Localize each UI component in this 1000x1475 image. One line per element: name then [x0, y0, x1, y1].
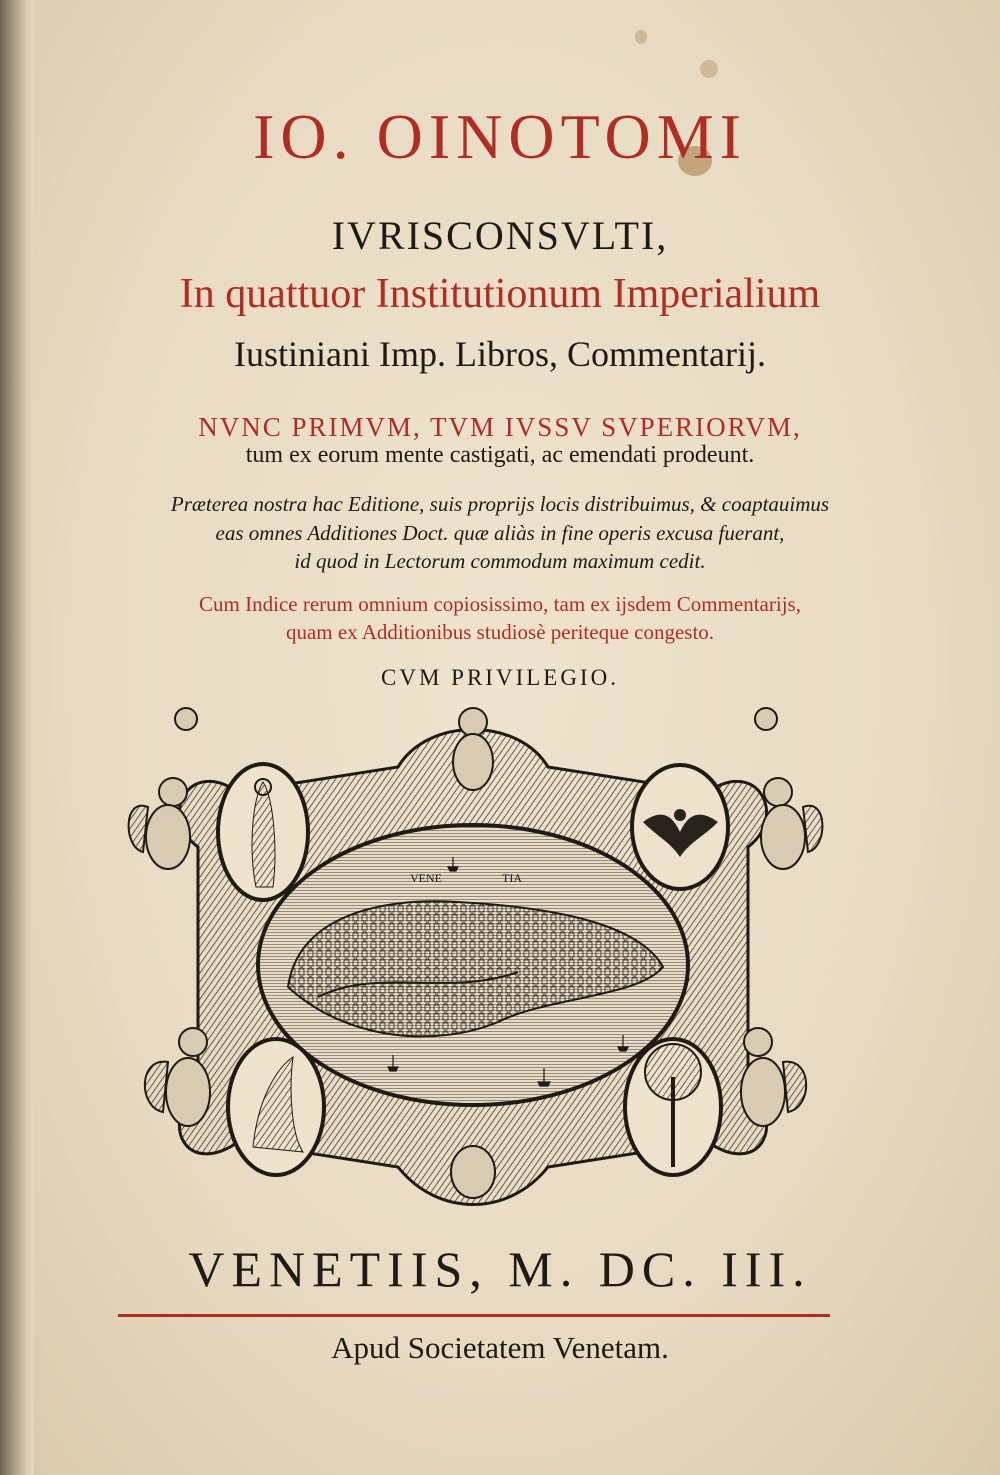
imprint-place-date: VENETIIS, M. DC. III. — [188, 1241, 812, 1297]
author-title: IO. OINOTOMI — [253, 101, 747, 172]
author-profession: IVRISCONSVLTI, — [331, 213, 669, 258]
foxing-stain — [700, 60, 718, 78]
publisher-line: Apud Societatem Venetam. — [331, 1330, 669, 1365]
index-line-2: quam ex Additionibus studiosè periteque congesto. — [285, 620, 715, 644]
cherub-head-right — [755, 708, 777, 730]
praeterea-line-2: eas omnes Additiones Doct. quæ aliàs in fine operis excusa fuerant, — [215, 521, 785, 545]
privilege-line: CVM PRIVILEGIO. — [381, 665, 619, 690]
medallion-tree — [625, 1039, 721, 1175]
index-line-1: Cum Indice rerum omnium copiosissimo, tam ex ijsdem Commentarijs, — [199, 592, 801, 616]
putto-top-center — [453, 708, 493, 790]
woodcut-vignette-venice — [118, 697, 828, 1222]
vignette-label-left: VENE — [410, 871, 442, 885]
vignette-label-right: TIA — [502, 871, 522, 885]
medallion-eagle — [632, 765, 728, 889]
subtitle-institutions: In quattuor Institutionum Imperialium — [179, 271, 821, 317]
putto-upper-right — [761, 778, 822, 869]
medallion-madonna — [218, 764, 308, 900]
castigati-line: tum ex eorum mente castigati, ac emendati prodeunt. — [245, 442, 755, 468]
medallion-allegory — [228, 1039, 324, 1175]
praeterea-line-3: id quod in Lectorum commodum maximum cedit. — [294, 549, 706, 573]
putto-lower-right — [741, 1028, 806, 1126]
cherub-head-left — [175, 708, 197, 730]
nunc-primum-line: NVNC PRIMVM, TVM IVSSV SVPERIORVM, — [198, 412, 802, 442]
putto-lower-left — [145, 1028, 210, 1126]
mask-bottom-center — [451, 1146, 495, 1198]
praeterea-line-1: Præterea nostra hac Editione, suis proprijs locis distribuimus, & coaptauimus — [170, 492, 830, 516]
foxing-stain — [635, 30, 647, 44]
putto-upper-left — [129, 778, 190, 869]
subtitle-iustiniani: Iustiniani Imp. Libros, Commentarij. — [234, 334, 766, 374]
red-rule — [118, 1314, 830, 1317]
